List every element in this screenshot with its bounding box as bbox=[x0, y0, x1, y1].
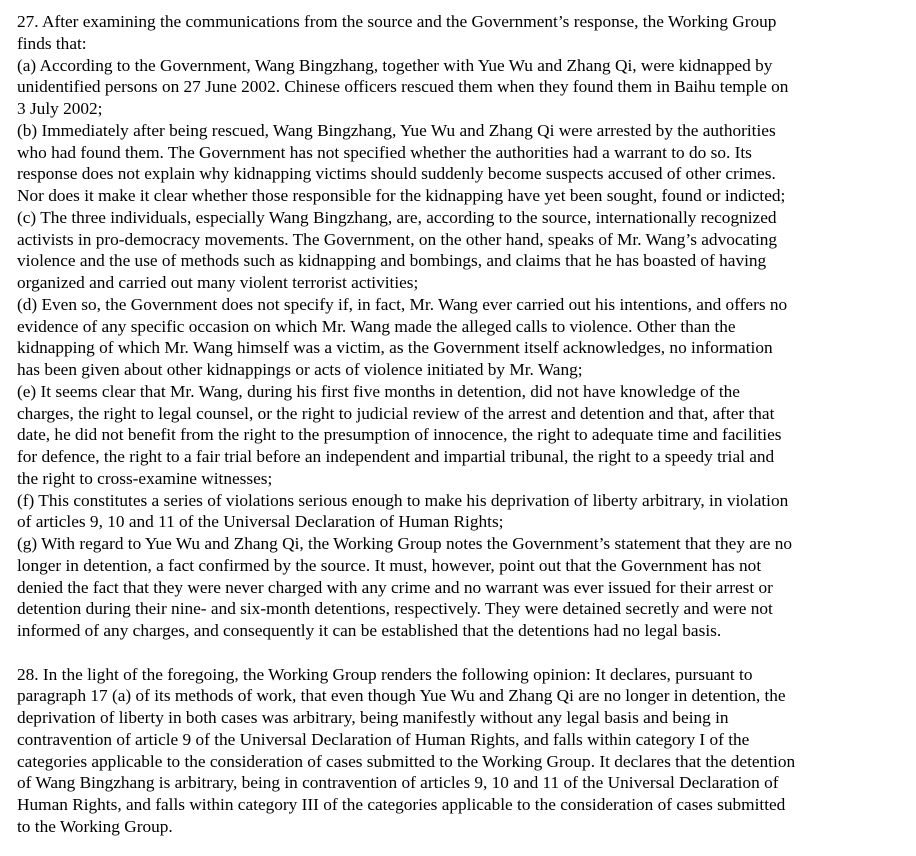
paragraph-spacer bbox=[17, 642, 897, 664]
text-line: paragraph 17 (a) of its methods of work, that even though Yue Wu and Zhang Qi are no longer in detention, the bbox=[17, 686, 786, 706]
text-line: activists in pro-democracy movements. The Government, on the other hand, speaks of Mr. Wang’s advocating bbox=[17, 229, 778, 249]
text-line: violence and the use of methods such as kidnapping and bombings, and claims that he has boasted of having bbox=[17, 251, 767, 271]
text-line: response does not explain why kidnapping victims should suddenly become suspects accused of other crimes. bbox=[17, 164, 776, 184]
text-line: who had found them. The Government has not specified whether the authorities had a warrant to do so. Its bbox=[17, 142, 752, 162]
text-line: deprivation of liberty in both cases was arbitrary, being manifestly without any legal basis and being in bbox=[17, 708, 729, 727]
text-line: unidentified persons on 27 June 2002. Chinese officers rescued them when they found them in Baihu temple on bbox=[17, 77, 789, 97]
text-line: 3 July 2002; bbox=[17, 99, 103, 118]
text-line: 28. In the light of the foregoing, the Working Group renders the following opinion: It declares, pursuant to bbox=[17, 664, 753, 684]
text-line: (c) The three individuals, especially Wang Bingzhang, are, according to the source, internationally recognized bbox=[17, 207, 777, 227]
text-line: (f) This constitutes a series of violations serious enough to make his deprivation of liberty arbitrary, in violation bbox=[17, 490, 789, 510]
text-line: date, he did not benefit from the right to the presumption of innocence, the right to adequate time and facilities bbox=[17, 425, 782, 445]
text-line: (g) With regard to Yue Wu and Zhang Qi, the Working Group notes the Government’s statement that they are no bbox=[17, 534, 793, 553]
text-line: evidence of any specific occasion on which Mr. Wang made the alleged calls to violence. Other than the bbox=[17, 316, 736, 336]
text-line: categories applicable to the consideration of cases submitted to the Working Group. It declares that the detention bbox=[17, 751, 796, 771]
text-line: (a) According to the Government, Wang Bingzhang, together with Yue Wu and Zhang Qi, were kidnapped by bbox=[17, 55, 773, 75]
text-line: of Wang Bingzhang is arbitrary, being in contravention of articles 9, 10 and 11 of the Universal Declaration of bbox=[17, 773, 779, 793]
document-body bbox=[17, 11, 897, 838]
text-line: of articles 9, 10 and 11 of the Universal Declaration of Human Rights; bbox=[17, 512, 504, 532]
text-line: for defence, the right to a fair trial before an independent and impartial tribunal, the right to a speedy trial and bbox=[17, 447, 775, 466]
text-line: longer in detention, a fact confirmed by the source. It must, however, point out that the Government has not bbox=[17, 555, 762, 575]
text-line: organized and carried out many violent terrorist activities; bbox=[17, 273, 419, 292]
paragraph-28 bbox=[17, 664, 897, 838]
text-line: the right to cross-examine witnesses; bbox=[17, 468, 273, 488]
text-line: 27. After examining the communications from the source and the Government’s response, the Working Group bbox=[17, 12, 777, 31]
text-line: (d) Even so, the Government does not specify if, in fact, Mr. Wang ever carried out his intentions, and offers no bbox=[17, 294, 788, 314]
text-line: Human Rights, and falls within category III of the categories applicable to the consideration of cases submitted bbox=[17, 795, 786, 814]
text-line: (b) Immediately after being rescued, Wang Bingzhang, Yue Wu and Zhang Qi were arrested by the authorities bbox=[17, 120, 776, 140]
text-line: denied the fact that they were never charged with any crime and no warrant was ever issued for their arrest or bbox=[17, 577, 773, 597]
text-line: (e) It seems clear that Mr. Wang, during his first five months in detention, did not have knowledge of the bbox=[17, 381, 740, 401]
text-line: charges, the right to legal counsel, or the right to judicial review of the arrest and detention and that, after that bbox=[17, 403, 775, 423]
text-line: contravention of article 9 of the Universal Declaration of Human Rights, and falls within category I of the bbox=[17, 729, 750, 749]
text-line: Nor does it make it clear whether those responsible for the kidnapping have yet been sought, found or indicted; bbox=[17, 186, 786, 205]
text-line: informed of any charges, and consequently it can be established that the detentions had no legal basis. bbox=[17, 621, 722, 640]
paragraph-27 bbox=[17, 11, 897, 642]
text-line: to the Working Group. bbox=[17, 816, 173, 836]
text-line: has been given about other kidnappings or acts of violence initiated by Mr. Wang; bbox=[17, 360, 583, 379]
text-line: finds that: bbox=[17, 33, 87, 53]
text-line: detention during their nine- and six-month detentions, respectively. They were detained secretly and were not bbox=[17, 599, 773, 619]
text-line: kidnapping of which Mr. Wang himself was a victim, as the Government itself acknowledges, no information bbox=[17, 338, 773, 358]
